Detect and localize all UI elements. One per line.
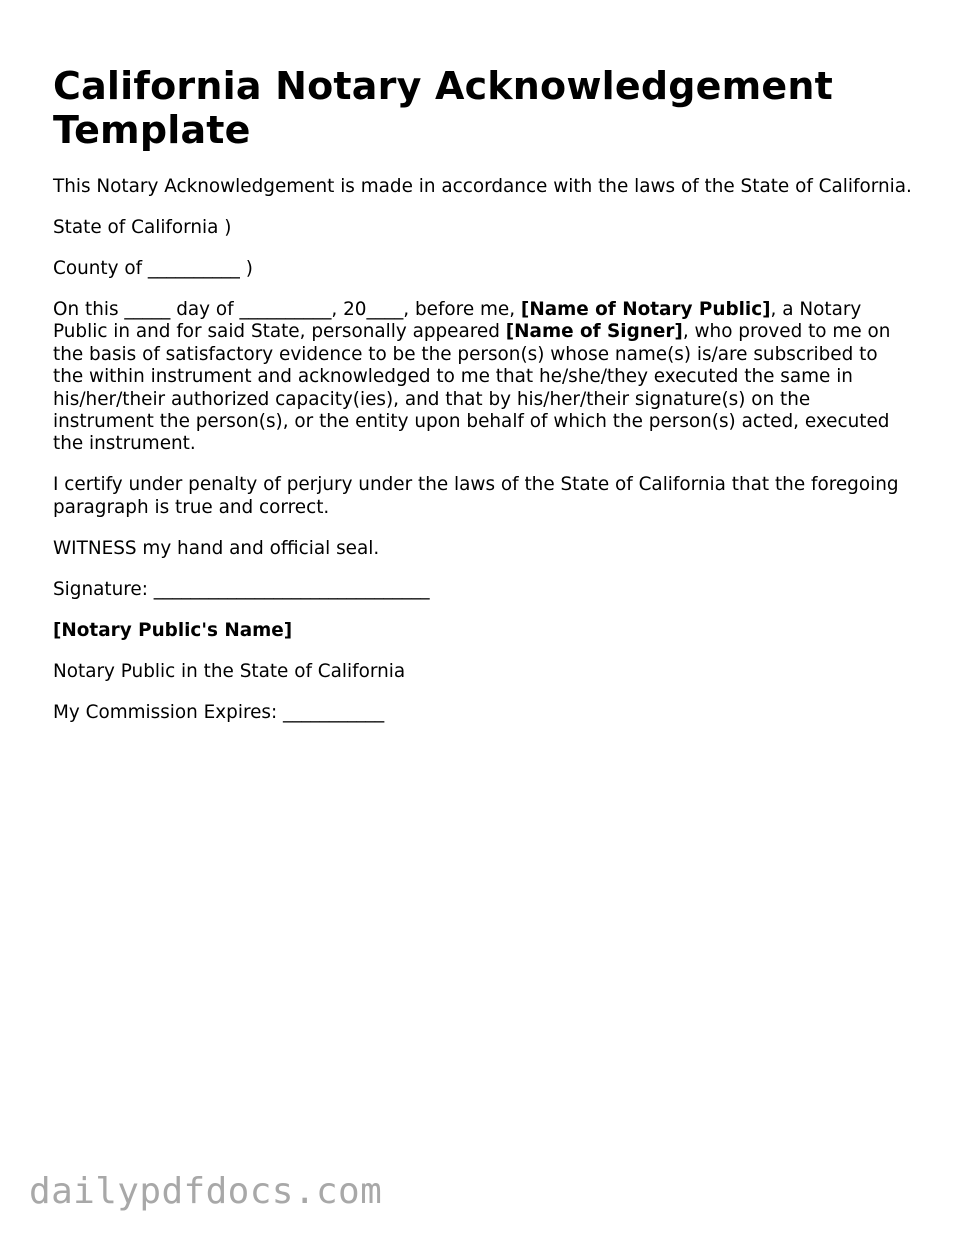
acknowledgement-paragraph [53, 299, 913, 456]
state-line: State of California ) [53, 217, 232, 238]
notary-public-name-placeholder: [Notary Public's Name] [53, 619, 293, 641]
acknowledgement-text-3: , who proved to me on the basis of satisfactory evidence to be the person(s) whose name(s) is/are subscribed to the within instrument and acknowledged to me that he/she/they executed the same in his/her/their authorized capacity(ies), and that by his/her/their signature(s) on the instrument the person(s), or the entity upon behalf of which the person(s) acted, executed the instrument. [53, 321, 891, 455]
signer-name-placeholder: [Name of Signer] [505, 321, 683, 343]
commission-expires-line: My Commission Expires: ___________ [53, 701, 385, 723]
witness-line: WITNESS my hand and official seal. [53, 537, 380, 559]
signature-line: Signature: ______________________________ [53, 578, 430, 600]
certification-paragraph: I certify under penalty of perjury under the laws of the State of California that the foregoing paragraph is true and correct. [53, 474, 899, 518]
watermark: dailypdfdocs.com [29, 1171, 383, 1212]
intro-paragraph: This Notary Acknowledgement is made in accordance with the laws of the State of California. [53, 176, 912, 197]
acknowledgement-text-1: On this _____ day of __________, 20____, before me, [53, 299, 521, 320]
notary-name-placeholder: [Name of Notary Public] [520, 299, 771, 320]
acknowledgement-text-2: , a Notary Public in and for said State, personally appeared [53, 299, 862, 343]
document-page [53, 64, 913, 743]
county-line: County of __________ ) [53, 258, 253, 279]
document-title: California Notary Acknowledgement Template [53, 64, 833, 152]
notary-name-line [53, 620, 913, 642]
notary-title-line: Notary Public in the State of California [53, 660, 406, 682]
